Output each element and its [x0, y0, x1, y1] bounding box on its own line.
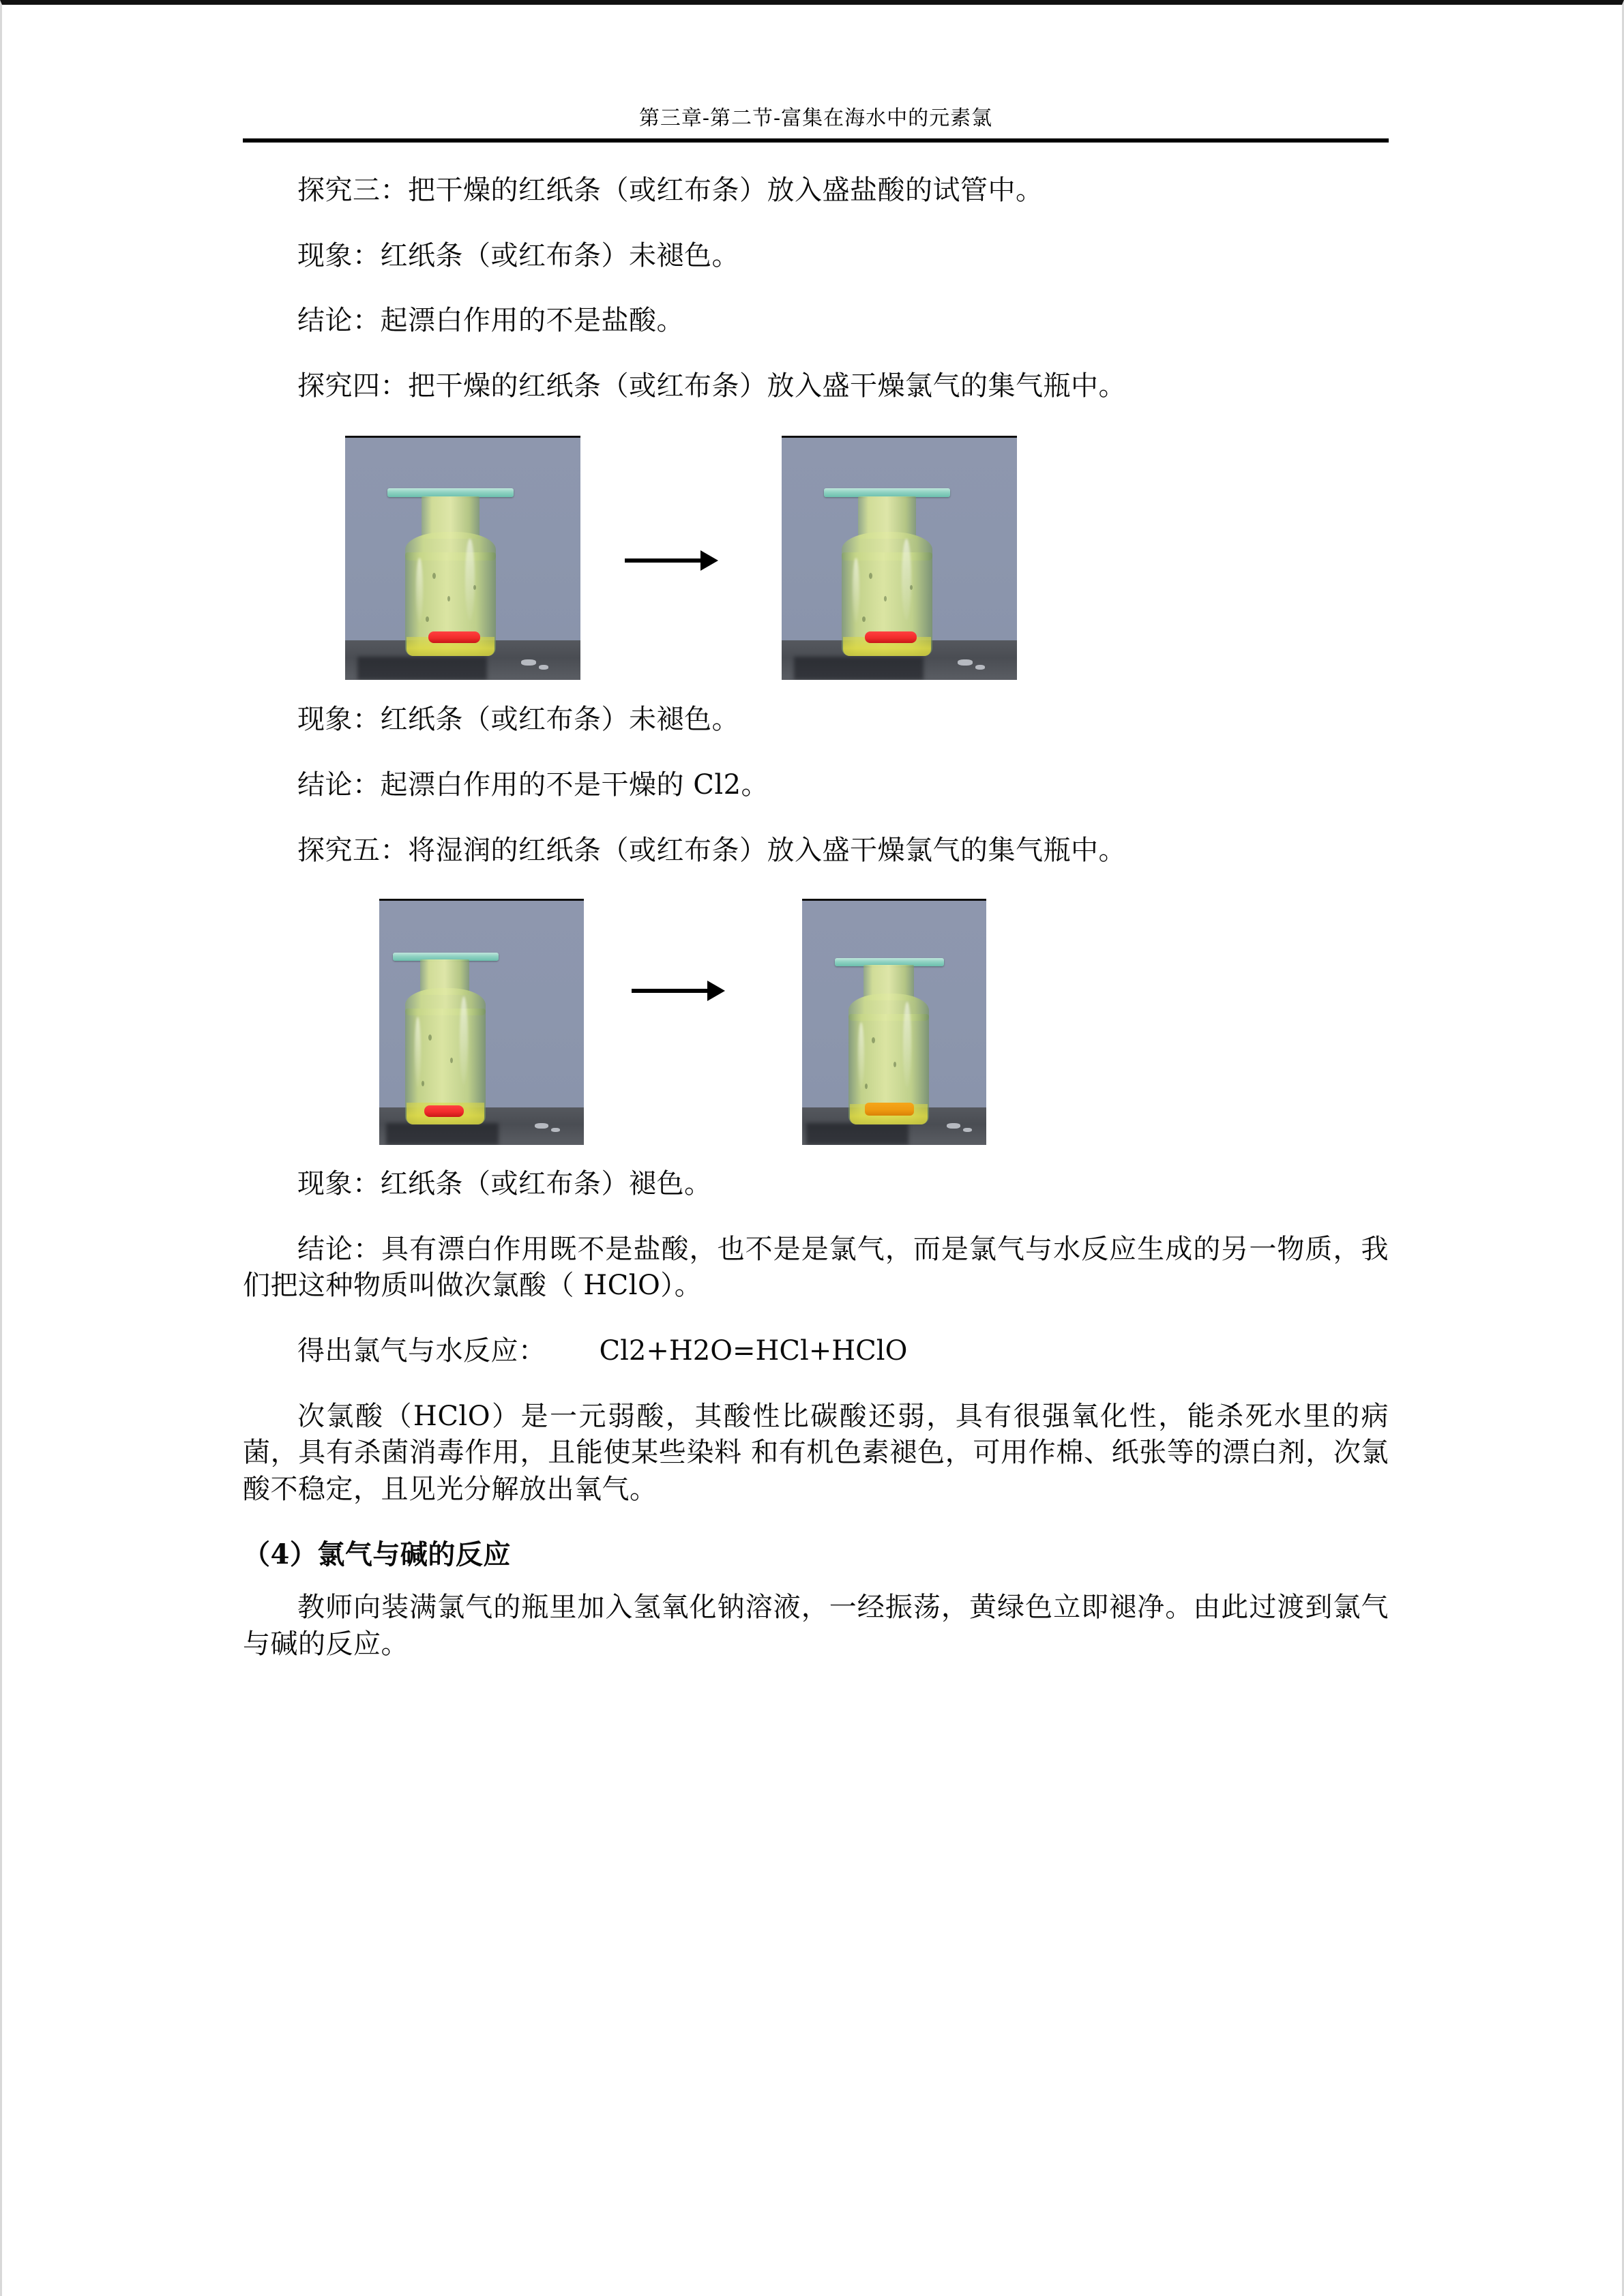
reaction-arrow-icon — [632, 981, 734, 1001]
paragraph-conclusion-four: 结论：起漂白作用的不是干燥的 Cl2。 — [297, 769, 769, 801]
photo-dry-chlorine-bottle-after — [782, 436, 1017, 680]
glass-highlight — [853, 558, 859, 623]
bench-speck — [551, 1128, 560, 1132]
paragraph-phenomenon-five: 现象：红纸条（或红布条）褪色。 — [297, 1168, 712, 1200]
photo-wet-chlorine-bottle-after — [802, 899, 986, 1145]
red-paper-strip — [424, 1105, 464, 1117]
bench-speck — [975, 665, 985, 670]
glass-highlight — [415, 1017, 421, 1088]
bottle-shadow — [806, 1123, 909, 1145]
page-header — [243, 5, 1389, 143]
bottle-shadow — [386, 1123, 499, 1145]
red-paper-strip — [428, 631, 480, 643]
glass-highlight — [460, 996, 468, 1085]
paragraph-reaction-equation — [243, 1333, 1389, 1370]
bench-speck — [947, 1123, 960, 1129]
header-title: 第三章-第二节-富集在海水中的元素氯 — [638, 106, 993, 130]
bench-speck — [535, 1123, 548, 1129]
paragraph-teacher-demo: 教师向装满氯气的瓶里加入氢氧化钠溶液，一经振荡，黄绿色立即褪净。由此过渡到氯气与碱的反应。 — [243, 1591, 1389, 1660]
paragraph-inquiry-five: 探究五：将湿润的红纸条（或红布条）放入盛干燥氯气的集气瓶中。 — [297, 834, 1126, 866]
section-heading-chlorine-base-reaction: （4）氯气与碱的反应 — [243, 1538, 511, 1571]
bottle-shadow — [794, 657, 924, 680]
paragraph-inquiry-four: 探究四：把干燥的红纸条（或红布条）放入盛干燥氯气的集气瓶中。 — [297, 370, 1126, 402]
glass-highlight — [465, 539, 475, 621]
red-paper-strip — [865, 631, 917, 643]
bench-speck — [958, 659, 973, 666]
figure-dry-strip-comparison — [243, 429, 1389, 681]
bench-speck — [521, 659, 536, 666]
document-body — [243, 143, 1389, 1663]
glass-highlight — [416, 558, 423, 623]
paragraph-phenomenon-four: 现象：红纸条（或红布条）未褪色。 — [297, 704, 739, 736]
glass-highlight — [858, 1022, 864, 1090]
reaction-equation-formula: Cl2+H2O=HCl+HClO — [599, 1335, 908, 1367]
figure-wet-strip-comparison — [243, 893, 1389, 1146]
paragraph-conclusion-five: 结论：具有漂白作用既不是盐酸，也不是是氯气，而是氯气与水反应生成的另一物质，我们把这种物质叫做次氯酸（ HClO）。 — [243, 1233, 1389, 1302]
paragraph-hypochlorous-acid-properties: 次氯酸（HClO）是一元弱酸，其酸性比碳酸还弱，具有很强氧化性，能杀死水里的病菌，具有杀菌消毒作用，且能使某些染料 和有机色素褪色，可用作棉、纸张等的漂白剂，次氯酸不稳定，且见光分解放出氧气。 — [243, 1400, 1389, 1505]
photo-dry-chlorine-bottle-before — [345, 436, 580, 680]
glass-highlight — [902, 539, 911, 621]
bottle-shadow — [357, 657, 487, 680]
photo-wet-chlorine-bottle-before — [379, 899, 584, 1145]
reaction-arrow-icon — [625, 550, 727, 571]
glass-highlight — [903, 1002, 911, 1088]
bench-speck — [963, 1128, 972, 1132]
page-content — [243, 5, 1389, 1663]
paragraph-conclusion-three: 结论：起漂白作用的不是盐酸。 — [297, 305, 684, 337]
faded-paper-strip — [865, 1103, 914, 1116]
paragraph-phenomenon-three: 现象：红纸条（或红布条）未褪色。 — [297, 239, 739, 271]
paragraph-inquiry-three: 探究三：把干燥的红纸条（或红布条）放入盛盐酸的试管中。 — [297, 175, 1044, 206]
bench-speck — [539, 665, 548, 670]
reaction-equation-label: 得出氯气与水反应： — [297, 1335, 546, 1367]
